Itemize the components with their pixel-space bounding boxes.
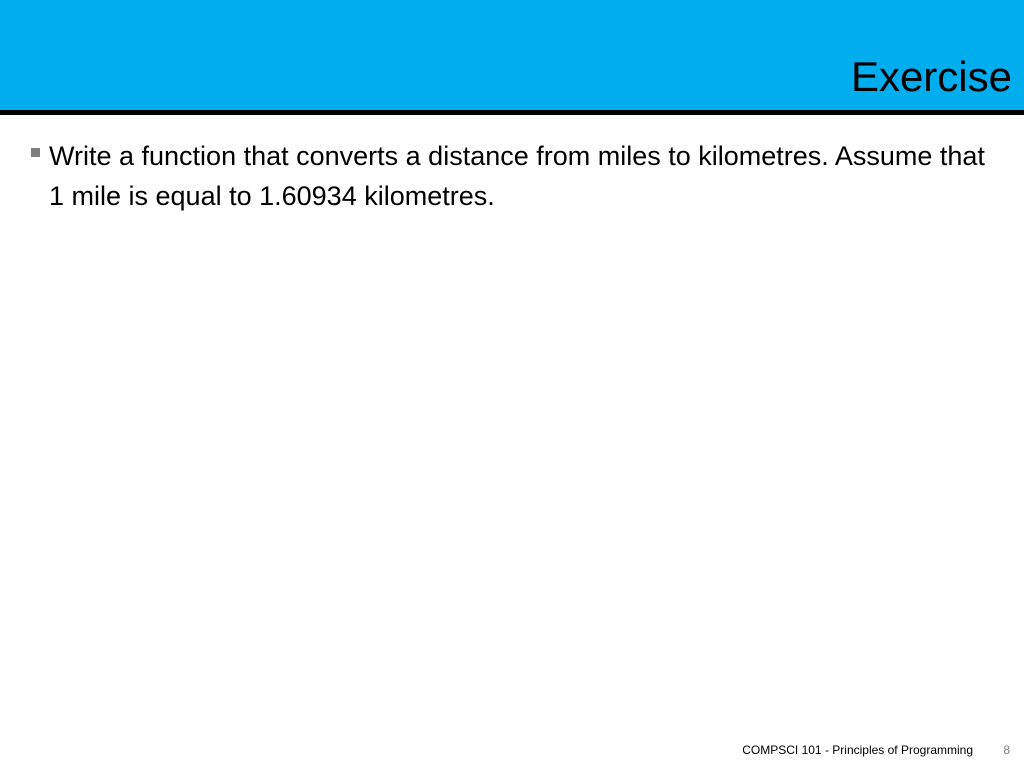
slide-title: Exercise <box>850 53 1012 100</box>
square-bullet-icon <box>31 148 40 157</box>
title-bar <box>0 0 1024 110</box>
title-divider <box>0 110 1024 115</box>
bullet-text: Write a function that converts a distance from miles to kilometres. Assume that 1 mile is equal to 1.60934 kilometres. <box>49 141 985 211</box>
bullet-list <box>28 136 988 216</box>
footer-course-title: COMPSCI 101 - Principles of Programming <box>742 743 973 757</box>
page-number: 8 <box>1003 743 1010 757</box>
bullet-item <box>28 136 988 216</box>
